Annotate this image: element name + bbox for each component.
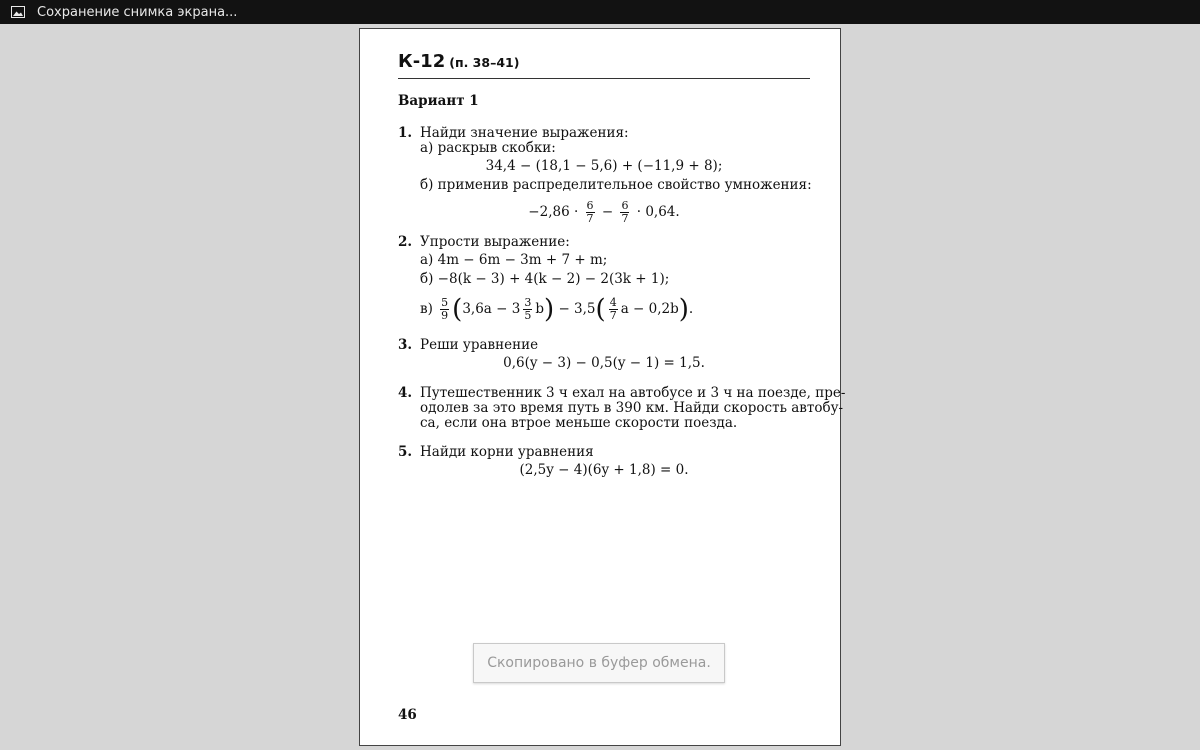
header-code: К-12 xyxy=(398,51,446,72)
fraction-denominator: 5 xyxy=(524,309,532,322)
task-2c-mid: − 3,5 xyxy=(558,301,596,317)
close-paren: ) xyxy=(544,294,555,325)
fraction-denominator: 7 xyxy=(586,212,594,225)
open-paren: ( xyxy=(452,294,463,325)
fraction-denominator: 9 xyxy=(441,309,449,322)
task-1a-expression: 34,4 − (18,1 − 5,6) + (−11,9 + 8); xyxy=(485,158,723,174)
task-2a: а) 4m − 6m − 3m + 7 + m; xyxy=(420,252,608,268)
fraction xyxy=(440,297,449,322)
task-2-number: 2. xyxy=(398,234,413,250)
minus-sign: − xyxy=(601,204,614,220)
task-1b-start: −2,86 · xyxy=(528,204,579,220)
fraction xyxy=(586,200,595,225)
task-2c-end: . xyxy=(688,301,694,317)
clipboard-toast xyxy=(473,643,725,683)
task-2-title: Упрости выражение: xyxy=(420,234,570,250)
task-5-title: Найди корни уравнения xyxy=(420,444,594,460)
document-page xyxy=(359,28,846,746)
status-bar xyxy=(0,0,1200,24)
header-sub: (п. 38–41) xyxy=(449,55,520,70)
task-1-number: 1. xyxy=(398,125,413,141)
task-4-number: 4. xyxy=(398,385,413,401)
task-4-line-1: Путешественник 3 ч ехал на автобусе и 3 ч на поезде, пре- xyxy=(420,385,846,401)
task-5-expression: (2,5y − 4)(6y + 1,8) = 0. xyxy=(519,462,689,478)
task-3-title: Реши уравнение xyxy=(420,337,539,353)
task-5-number: 5. xyxy=(398,444,413,460)
task-1b-end: · 0,64. xyxy=(636,204,680,220)
fraction-numerator: 6 xyxy=(621,199,629,212)
fraction-denominator: 7 xyxy=(609,309,617,322)
header-rule xyxy=(398,78,810,79)
fraction-numerator: 3 xyxy=(524,296,532,309)
variant-title: Вариант 1 xyxy=(398,93,479,109)
task-4-line-3: са, если она втрое меньше скорости поезда. xyxy=(420,415,738,431)
toast-text: Скопировано в буфер обмена. xyxy=(487,655,711,671)
task-2c-part1: 3,6a − 3 xyxy=(462,301,521,317)
open-paren: ( xyxy=(595,294,606,325)
page-header xyxy=(398,51,519,72)
fraction-numerator: 6 xyxy=(586,199,594,212)
task-2c-part2: a − 0,2b xyxy=(620,301,679,317)
fraction-numerator: 4 xyxy=(609,296,617,309)
status-text: Сохранение снимка экрана... xyxy=(37,4,238,20)
task-2c-label: в) xyxy=(420,301,433,317)
task-1a-label: а) раскрыв скобки: xyxy=(420,140,556,156)
fraction xyxy=(620,200,629,225)
task-2c xyxy=(420,295,693,323)
fraction-denominator: 7 xyxy=(621,212,629,225)
fraction xyxy=(609,297,618,322)
task-2c-part1-end: b xyxy=(535,301,544,317)
fraction-numerator: 5 xyxy=(441,296,449,309)
image-icon xyxy=(11,6,25,18)
task-4-line-2: одолев за это время путь в 390 км. Найди скорость автобу- xyxy=(420,400,844,416)
task-1-title: Найди значение выражения: xyxy=(420,125,629,141)
task-1b-expression xyxy=(398,199,810,225)
task-3-number: 3. xyxy=(398,337,413,353)
task-3-expression: 0,6(y − 3) − 0,5(y − 1) = 1,5. xyxy=(503,355,705,371)
task-2b: б) −8(k − 3) + 4(k − 2) − 2(3k + 1); xyxy=(420,271,670,287)
page-number: 46 xyxy=(398,707,417,723)
fraction xyxy=(523,297,532,322)
task-1b-label: б) применив распределительное свойство умножения: xyxy=(420,177,812,193)
close-paren: ) xyxy=(678,294,689,325)
